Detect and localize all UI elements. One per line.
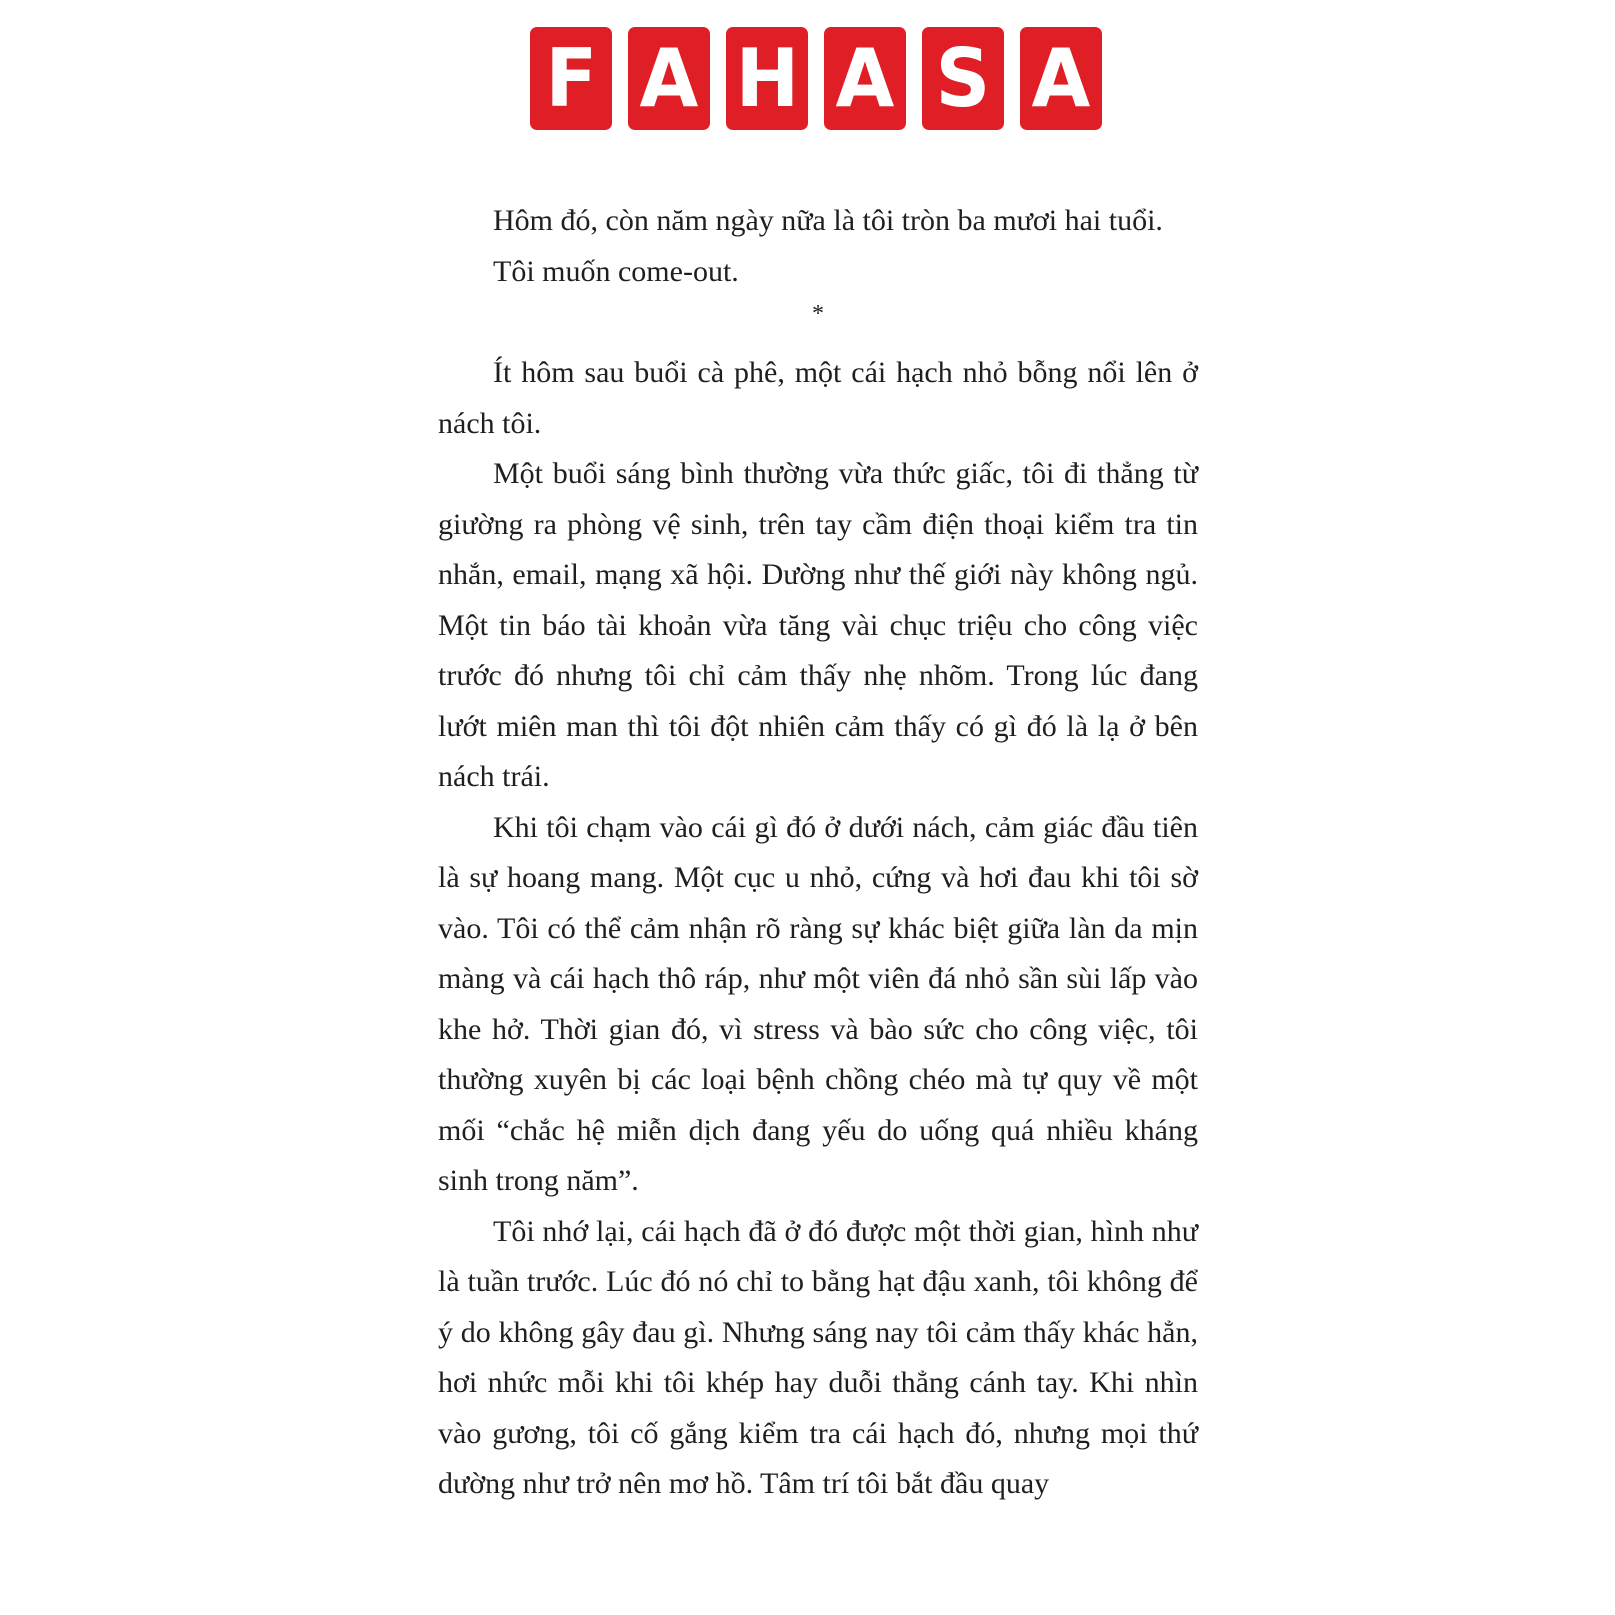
logo-tile-a: A — [628, 27, 710, 130]
paragraph: Khi tôi chạm vào cái gì đó ở dưới nách, cảm giác đầu tiên là sự hoang mang. Một cục u nhỏ, cứng và hơi đau khi tôi sờ vào. Tôi có thể cảm nhận rõ ràng sự khác biệt giữa làn da mịn màng và cái hạch thô ráp, như một viên đá nhỏ sần sùi lấp vào khe hở. Thời gian đó, vì stress và bào sức cho công việc, tôi thường xuyên bị các loại bệnh chồng chéo mà tự quy về một mối “chắc hệ miễn dịch đang yếu do uống quá nhiều kháng sinh trong năm”. — [438, 810, 1198, 1197]
paragraph: Tôi nhớ lại, cái hạch đã ở đó được một thời gian, hình như là tuần trước. Lúc đó nó chỉ to bằng hạt đậu xanh, tôi không để ý do không gây đau gì. Nhưng sáng nay tôi cảm thấy khác hẳn, hơi nhức mỗi khi tôi khép hay duỗi thẳng cánh tay. Khi nhìn vào gương, tôi cố gắng kiểm tra cái hạch đó, nhưng mọi thứ dường như trở nên mơ hồ. Tâm trí tôi bắt đầu quay — [438, 1214, 1198, 1500]
book-page-text — [438, 196, 1198, 1510]
logo-tile-s: S — [922, 27, 1004, 130]
paragraph: Một buổi sáng bình thường vừa thức giấc, tôi đi thẳng từ giường ra phòng vệ sinh, trên tay cầm điện thoại kiểm tra tin nhắn, email, mạng xã hội. Dường như thế giới này không ngủ. Một tin báo tài khoản vừa tăng vài chục triệu cho công việc trước đó nhưng tôi chỉ cảm thấy nhẹ nhõm. Trong lúc đang lướt miên man thì tôi đột nhiên cảm thấy có gì đó là lạ ở bên nách trái. — [438, 457, 1198, 793]
paragraph: Hôm đó, còn năm ngày nữa là tôi tròn ba mươi hai tuổi. — [493, 204, 1163, 237]
section-separator: * — [812, 301, 824, 327]
logo-tile-a-2: A — [824, 27, 906, 130]
logo-tile-a-3: A — [1020, 27, 1102, 130]
fahasa-logo — [530, 27, 1102, 130]
paragraph: Tôi muốn come-out. — [493, 254, 739, 288]
logo-tile-h: H — [726, 27, 808, 130]
logo-tile-f: F — [530, 27, 612, 130]
paragraph: Ít hôm sau buổi cà phê, một cái hạch nhỏ bỗng nổi lên ở nách tôi. — [438, 356, 1198, 440]
